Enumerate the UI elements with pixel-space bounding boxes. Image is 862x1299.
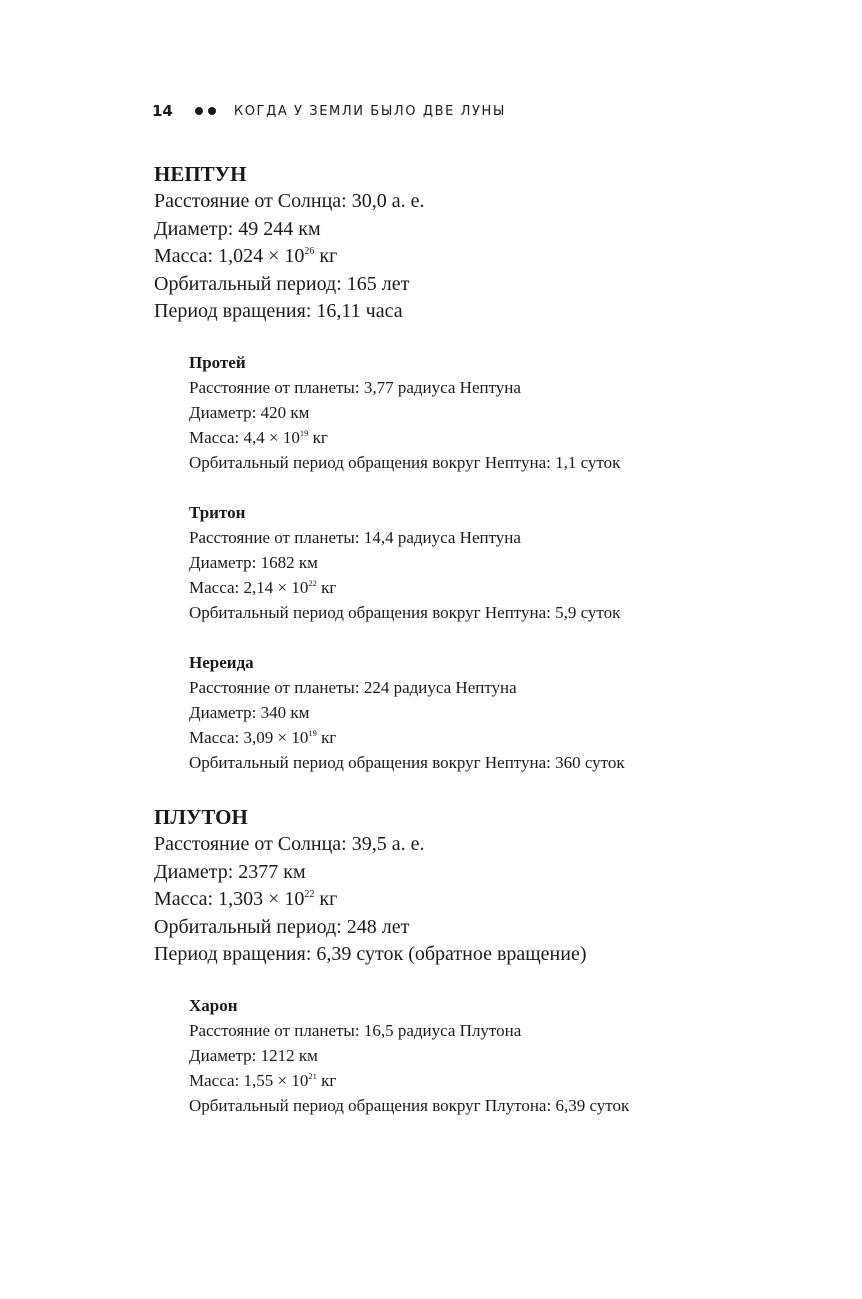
planet-orbital-period: Орбитальный период: 248 лет (154, 915, 410, 938)
mass-value: Масса: 1,55 × 10 (189, 1071, 309, 1090)
moon-distance: Расстояние от планеты: 3,77 радиуса Нептуна (189, 378, 521, 397)
planet-name: НЕПТУН (154, 162, 247, 186)
moon-mass (189, 425, 620, 450)
moon-distance: Расстояние от планеты: 16,5 радиуса Плутона (189, 1021, 522, 1040)
mass-unit: кг (314, 888, 338, 910)
mass-exponent: 22 (308, 578, 317, 589)
moon-distance: Расстояние от планеты: 14,4 радиуса Нептуна (189, 528, 521, 547)
page-number: 14 (152, 102, 173, 120)
planet-orbital-period: Орбитальный период: 165 лет (154, 272, 410, 295)
moon-name: Протей (189, 353, 246, 372)
mass-unit: кг (308, 428, 328, 447)
moon-nereid (189, 650, 625, 775)
bullet-dots-icon (195, 107, 216, 115)
moon-diameter: Диаметр: 420 км (189, 403, 310, 422)
planet-mass (154, 243, 424, 271)
moon-charon (189, 993, 629, 1118)
planet-diameter: Диаметр: 49 244 км (154, 217, 321, 240)
mass-exponent: 21 (308, 1071, 317, 1082)
moon-mass (189, 1068, 629, 1093)
mass-unit: кг (316, 1071, 337, 1090)
planet-mass (154, 886, 587, 914)
dot-icon (208, 107, 216, 115)
moon-diameter: Диаметр: 340 км (189, 703, 310, 722)
mass-value: Масса: 3,09 × 10 (189, 728, 309, 747)
mass-unit: кг (316, 728, 337, 747)
mass-value: Масса: 1,024 × 10 (154, 245, 305, 267)
moon-proteus (189, 350, 620, 475)
moon-diameter: Диаметр: 1682 км (189, 553, 318, 572)
moon-orbital-period: Орбитальный период обращения вокруг Нептуна: 360 суток (189, 753, 625, 772)
moon-name: Нереида (189, 653, 254, 672)
planet-name: ПЛУТОН (154, 805, 248, 829)
planet-rotation-period: Период вращения: 6,39 суток (обратное вращение) (154, 943, 587, 965)
mass-value: Масса: 2,14 × 10 (189, 578, 309, 597)
running-title: КОГДА У ЗЕМЛИ БЫЛО ДВЕ ЛУНЫ (233, 103, 506, 119)
moon-name: Харон (189, 996, 238, 1015)
mass-exponent: 19 (308, 728, 317, 739)
moon-mass (189, 575, 620, 600)
mass-exponent: 26 (304, 246, 315, 257)
moon-orbital-period: Орбитальный период обращения вокруг Нептуна: 1,1 суток (189, 453, 621, 472)
moon-name: Тритон (189, 503, 246, 522)
planet-pluto (154, 803, 587, 969)
moon-mass (189, 725, 625, 750)
moon-diameter: Диаметр: 1212 км (189, 1046, 318, 1065)
planet-distance: Расстояние от Солнца: 30,0 а. е. (154, 190, 425, 212)
moon-distance: Расстояние от планеты: 224 радиуса Нептуна (189, 678, 517, 697)
planet-neptune (154, 160, 424, 326)
moon-triton (189, 500, 620, 625)
planet-rotation-period: Период вращения: 16,11 часа (154, 300, 403, 322)
mass-unit: кг (316, 578, 337, 597)
mass-value: Масса: 1,303 × 10 (154, 888, 305, 910)
mass-exponent: 22 (304, 889, 315, 900)
moon-orbital-period: Орбитальный период обращения вокруг Нептуна: 5,9 суток (189, 603, 621, 622)
dot-icon (195, 107, 203, 115)
moon-orbital-period: Орбитальный период обращения вокруг Плутона: 6,39 суток (189, 1096, 630, 1115)
mass-value: Масса: 4,4 × 10 (189, 428, 300, 447)
running-header (152, 100, 506, 122)
planet-diameter: Диаметр: 2377 км (154, 860, 306, 883)
mass-unit: кг (314, 245, 338, 267)
mass-exponent: 19 (299, 428, 309, 439)
planet-distance: Расстояние от Солнца: 39,5 а. е. (154, 833, 425, 855)
